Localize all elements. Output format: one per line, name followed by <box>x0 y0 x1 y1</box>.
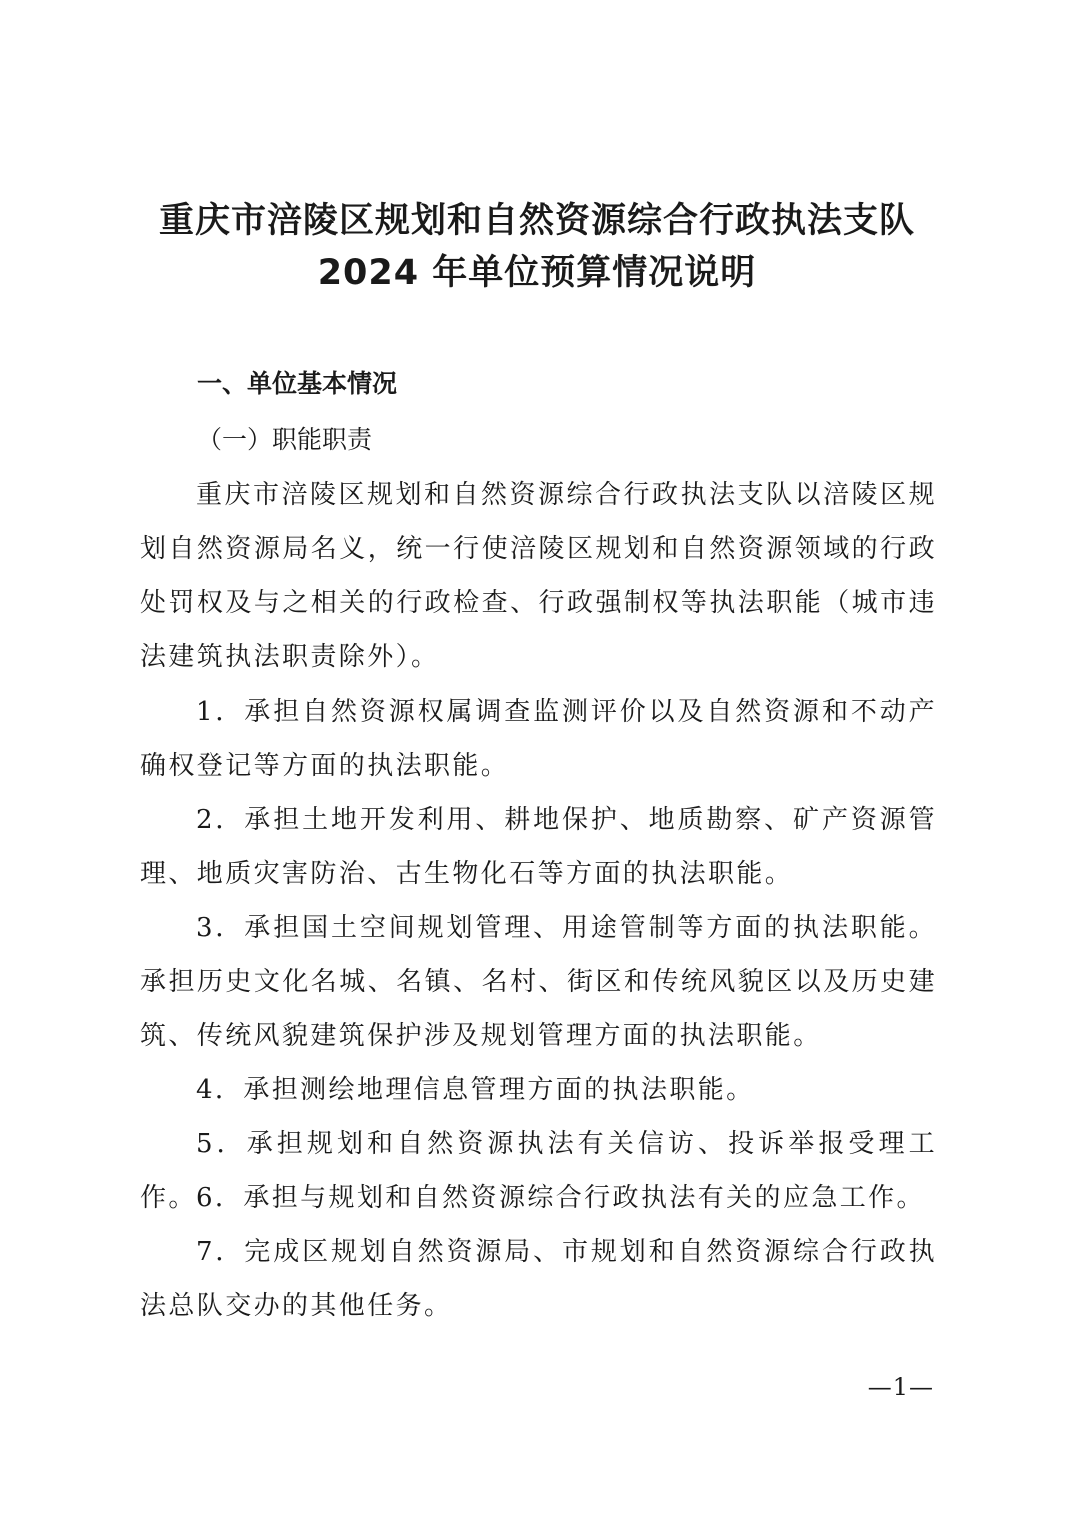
subsection-heading: （一）职能职责 <box>197 425 373 454</box>
duty-item-3: 3．承担国土空间规划管理、用途管制等方面的执法职能。承担历史文化名城、名镇、名村、街区和传统风貌区以及历史建筑、传统风貌建筑保护涉及规划管理方面的执法职能。 <box>140 913 937 1051</box>
page-number: —1— <box>867 1373 934 1401</box>
duty-item-1: 1．承担自然资源权属调查监测评价以及自然资源和不动产确权登记等方面的执法职能。 <box>140 697 937 781</box>
duty-item-4: 4．承担测绘地理信息管理方面的执法职能。 <box>196 1075 755 1105</box>
duty-item-6: 6．承担与规划和自然资源综合行政执法有关的应急工作。 <box>196 1183 925 1213</box>
duty-item-2: 2．承担土地开发利用、耕地保护、地质勘察、矿产资源管理、地质灾害防治、古生物化石等方面的执法职能。 <box>140 805 937 889</box>
duty-item-5: 5．承担规划和自然资源执法有关信访、投诉举报受理工作。 <box>140 1129 937 1213</box>
duty-item-7: 7．完成区规划自然资源局、市规划和自然资源综合行政执法总队交办的其他任务。 <box>140 1237 937 1321</box>
document-title-line2: 2024 年单位预算情况说明 <box>317 253 757 293</box>
document-title-line1: 重庆市涪陵区规划和自然资源综合行政执法支队 <box>158 201 915 241</box>
intro-paragraph: 重庆市涪陵区规划和自然资源综合行政执法支队以涪陵区规划自然资源局名义，统一行使涪陵区规划和自然资源领域的行政处罚权及与之相关的行政检查、行政强制权等执法职能（城市违法建筑执法职责除外）。 <box>140 480 937 672</box>
section-heading: 一、单位基本情况 <box>197 369 398 398</box>
